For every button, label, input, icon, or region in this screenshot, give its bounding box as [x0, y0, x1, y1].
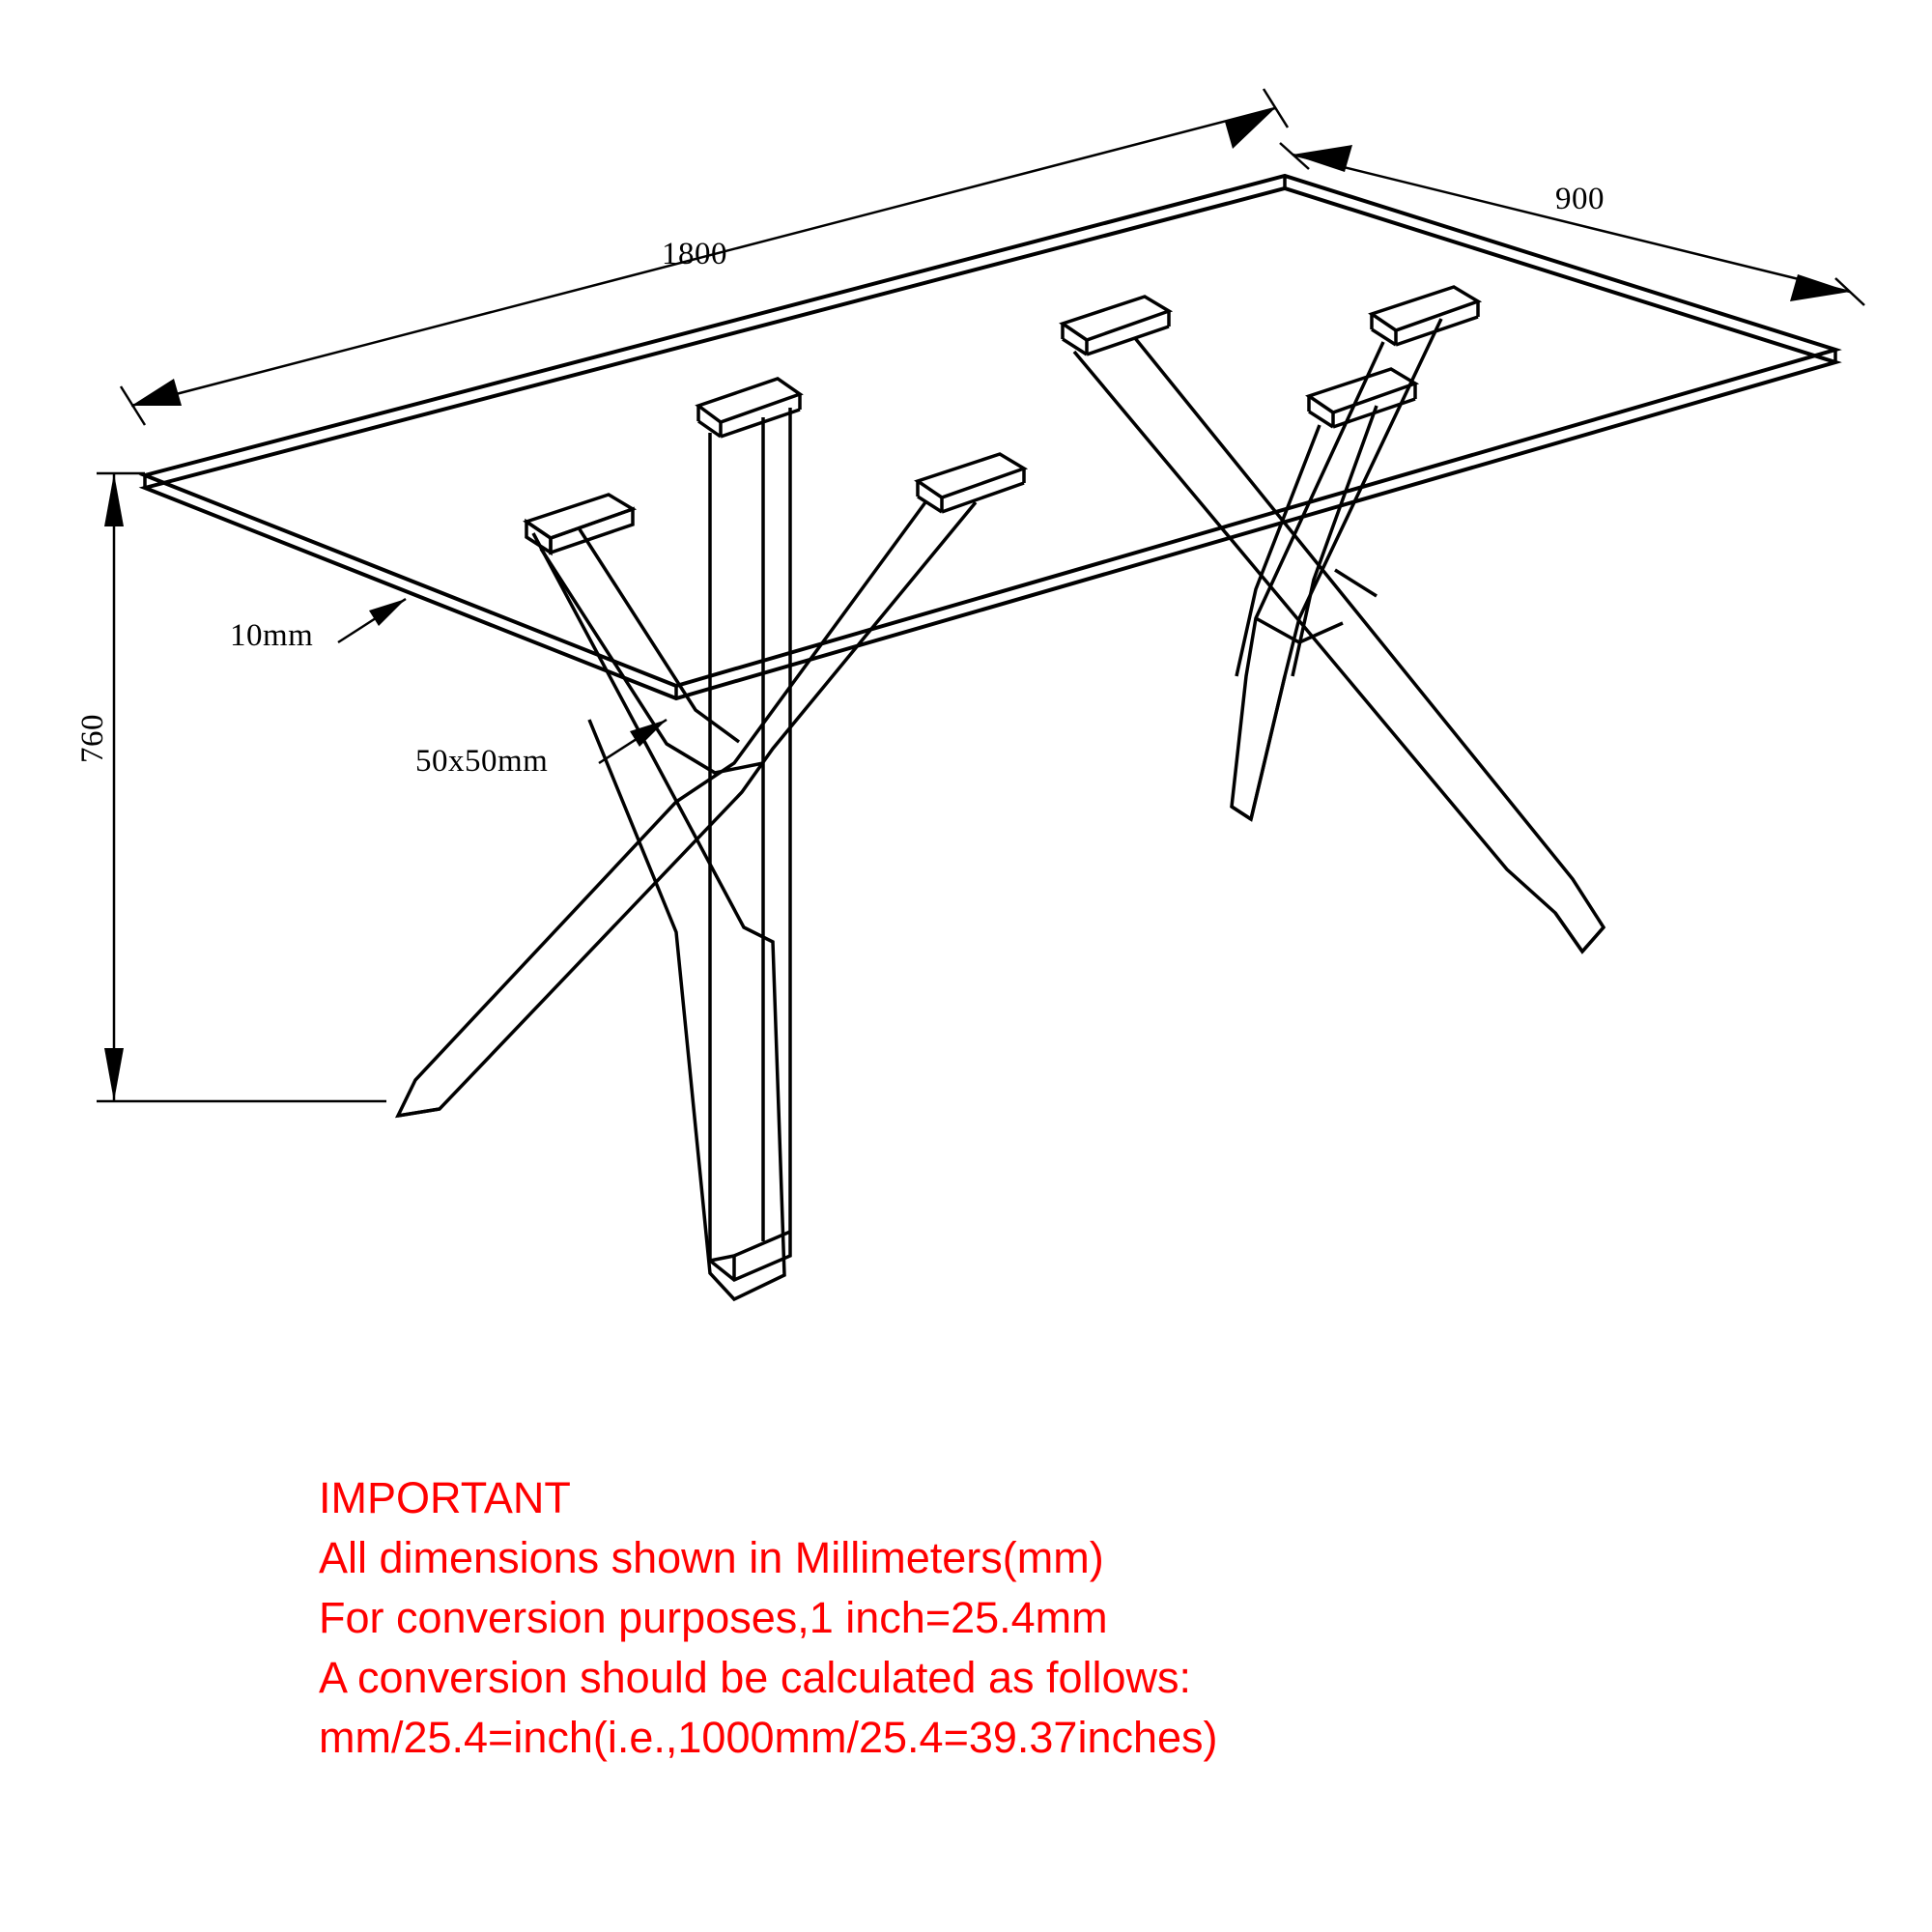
left-leg-assembly [398, 379, 1024, 1299]
dimension-label-height: 760 [75, 714, 110, 763]
notes-line-conversion-method: A conversion should be calculated as follows: [319, 1653, 1192, 1702]
notes-line-units: All dimensions shown in Millimeters(mm) [319, 1533, 1104, 1582]
important-notes [319, 1468, 1575, 1768]
dimension-label-width: 900 [1555, 182, 1605, 216]
glass-top-outline [145, 176, 1835, 698]
left-leg-joint [667, 433, 763, 773]
notes-line-conversion-example: mm/25.4=inch(i.e.,1000mm/25.4=39.37inches) [319, 1713, 1218, 1762]
dimension-label-leg-section: 50x50mm [415, 744, 549, 779]
dimension-lines [97, 89, 1864, 1101]
left-leg-strut-a [526, 495, 784, 1299]
right-leg-assembly [1063, 287, 1604, 952]
dimension-label-glass-thickness: 10mm [230, 618, 314, 653]
right-leg-pad-c [1309, 369, 1415, 427]
left-center-post [698, 379, 800, 1280]
right-leg-pad-a [1063, 297, 1169, 355]
dimension-label-length: 1800 [662, 237, 727, 271]
notes-line-conversion-factor: For conversion purposes,1 inch=25.4mm [319, 1593, 1108, 1642]
right-leg-strut-a [1074, 338, 1604, 952]
notes-heading: IMPORTANT [319, 1473, 571, 1522]
right-leg-strut-c [1236, 406, 1377, 676]
right-leg-pad-b [1372, 287, 1478, 345]
